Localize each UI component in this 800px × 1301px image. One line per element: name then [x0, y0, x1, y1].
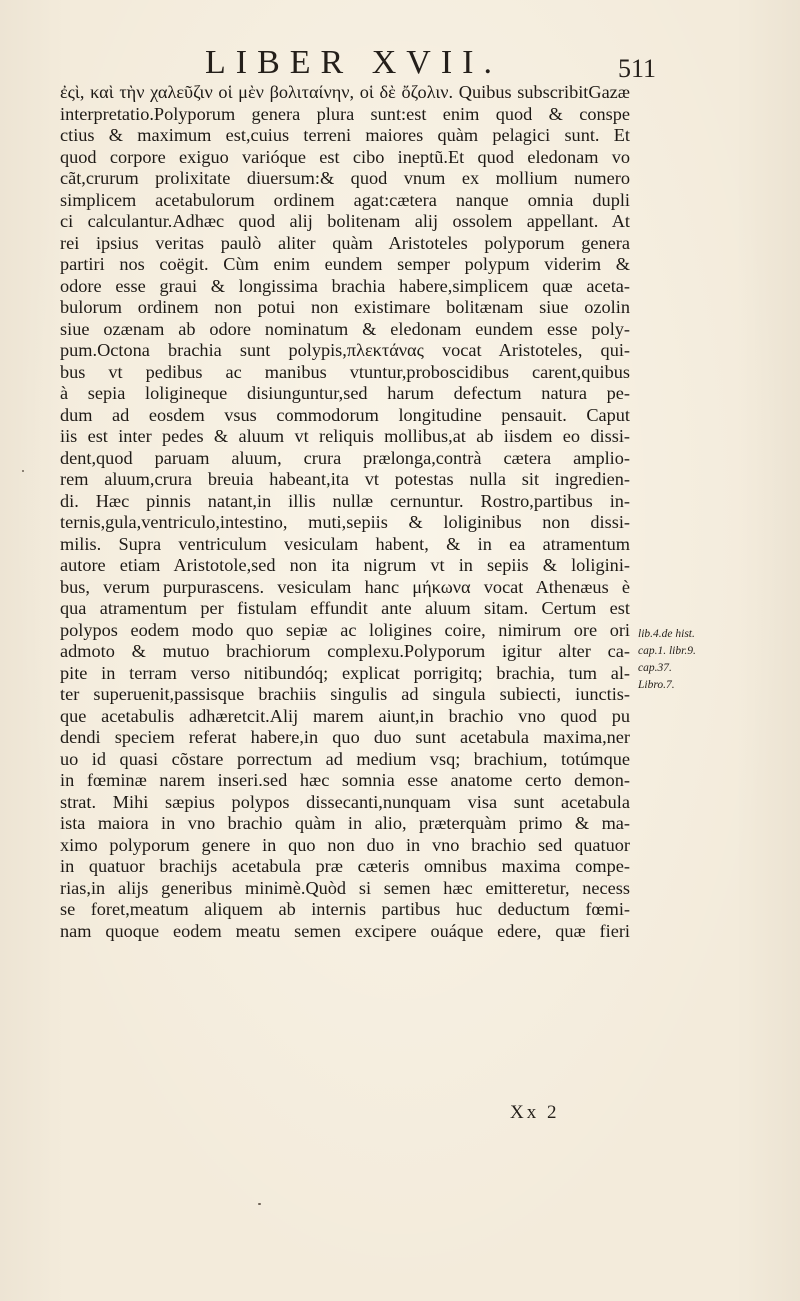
text-line: odore esse graui & longissima brachia habere,simplicem quæ aceta- — [60, 275, 630, 296]
margin-note-line: Libro.7. — [638, 679, 675, 691]
text-line: que acetabulis adhæretcit.Alij marem aiunt,in brachio vno quod pu — [60, 705, 630, 726]
text-line: qua atramentum per fistulam effundit ante aluum sitam. Certum est — [60, 598, 630, 618]
text-line: pite in terram verso nitibundóq; explicat porrigitq; brachia, tum al- — [60, 662, 630, 683]
text-line: nam quoque eodem meatu semen excipere ouáque edere, quæ fieri — [60, 920, 630, 941]
text-line: uo id quasi cõstare porrectum ad medium vsq; brachium, totúmque — [60, 748, 630, 769]
paper-speck — [22, 470, 24, 472]
text-line: di. Hæc pinnis natant,in illis nullæ cernuntur. Rostro,partibus in- — [60, 490, 630, 511]
page-number: 511 — [618, 54, 657, 83]
text-line: rias,in alijs generibus minimè.Quòd si semen hæc emitteretur, necess — [60, 877, 630, 898]
body-text — [60, 82, 630, 942]
text-line: ximo polyporum genere in quo non duo in vno brachio sed quatuor — [60, 834, 630, 855]
text-line: quod corpore exiguo varióque est cibo ineptũ.Et quod eledonam vo — [60, 146, 630, 167]
text-line: ctius & maximum est,cuius terreni maiores quàm pelagici sunt. Et — [60, 125, 630, 145]
text-line: ternis,gula,ventriculo,intestino, muti,sepiis & loliginibus non dissi- — [60, 512, 630, 532]
text-line: in fœminæ narem inseri.sed hæc somnia esse anatome certo demon- — [60, 770, 630, 790]
text-line: bus vt pedibus ac manibus vtuntur,proboscidibus carent,quibus — [60, 361, 630, 382]
text-line: ci calculantur.Adhæc quod alij bolitenam alij ossolem appellant. At — [60, 211, 630, 231]
text-line: autore etiam Aristotole,sed non ita nigrum vt in sepiis & loligini- — [60, 555, 630, 575]
text-line: interpretatio.Polyporum genera plura sunt:est enim quod & conspe — [60, 103, 630, 124]
margin-note-line: lib.4.de hist. — [638, 628, 695, 640]
paper-speck — [258, 1203, 261, 1205]
text-line: dent,quod paruam aluum, crura prælonga,contrà cætera amplio- — [60, 447, 630, 468]
text-line: cãt,crurum prolixitate diuersum:& quod vnum ex mollium numero — [60, 168, 630, 188]
margin-note-line: cap.37. — [638, 662, 672, 674]
text-line: ter superuenit,passisque brachiis singulis ad singula subiecti, iunctis- — [60, 684, 630, 704]
text-line: rei ipsius veritas paulò aliter quàm Aristoteles polyporum genera — [60, 232, 630, 253]
text-line: ista maiora in vno brachio quàm in alio, præterquàm primo & ma- — [60, 813, 630, 833]
text-line: dendi speciem referat habere,in quo duo sunt acetabula maxima,ner — [60, 727, 630, 747]
text-line: rem aluum,crura breuia habeant,ita vt potestas nulla sit ingredien- — [60, 469, 630, 489]
text-line: à sepia loligineque disiunguntur,sed harum defectum natura pe- — [60, 383, 630, 403]
running-head: LIBER XVII. — [205, 44, 502, 81]
text-line: bulorum ordinem non potui non existimare bolitænam siue ozolin — [60, 297, 630, 317]
text-line: pum.Octona brachia sunt polypis,πλεκτάνας vocat Aristoteles, qui- — [60, 340, 630, 360]
text-line: se foret,meatum aliquem ab internis partibus huc deductum fœmi- — [60, 899, 630, 919]
text-line: in quatuor brachijs acetabula præ cæteris omnibus maxima compe- — [60, 856, 630, 876]
text-line: partiri nos coëgit. Cùm enim eundem semper polypum viderim & — [60, 254, 630, 274]
text-line: iis est inter pedes & aluum vt reliquis mollibus,at ab iisdem eo dissi- — [60, 426, 630, 446]
text-line: dum ad eosdem vsus commodorum longitudine pensauit. Caput — [60, 404, 630, 425]
margin-note — [638, 626, 748, 694]
text-line: admoto & mutuo brachiorum complexu.Polyporum igitur alter ca- — [60, 641, 630, 661]
margin-note-line: cap.1. libr.9. — [638, 645, 696, 657]
signature-mark: Xx 2 — [510, 1102, 560, 1123]
text-line: milis. Supra ventriculum vesiculam habent, & in ea atramentum — [60, 533, 630, 554]
text-line: polypos eodem modo quo sepiæ ac loligines coire, nimirum ore ori — [60, 619, 630, 640]
text-line: siue ozænam ab odore nominatum & eledonam eundem esse poly- — [60, 318, 630, 339]
text-line: bus, verum purpurascens. vesiculam hanc μήκωνα vocat Athenæus è — [60, 576, 630, 597]
text-line: ἐςὶ, καὶ τὴν χαλεῦζιν οἱ μὲν βολιταίνην, οἱ δὲ ὄζολιν. Quibus subscribitGazæ — [60, 82, 630, 102]
text-line: strat. Mihi sæpius polypos dissecanti,nunquam visa sunt acetabula — [60, 791, 630, 812]
text-line: simplicem acetabulorum ordinem agat:cætera nanque omnia dupli — [60, 189, 630, 210]
